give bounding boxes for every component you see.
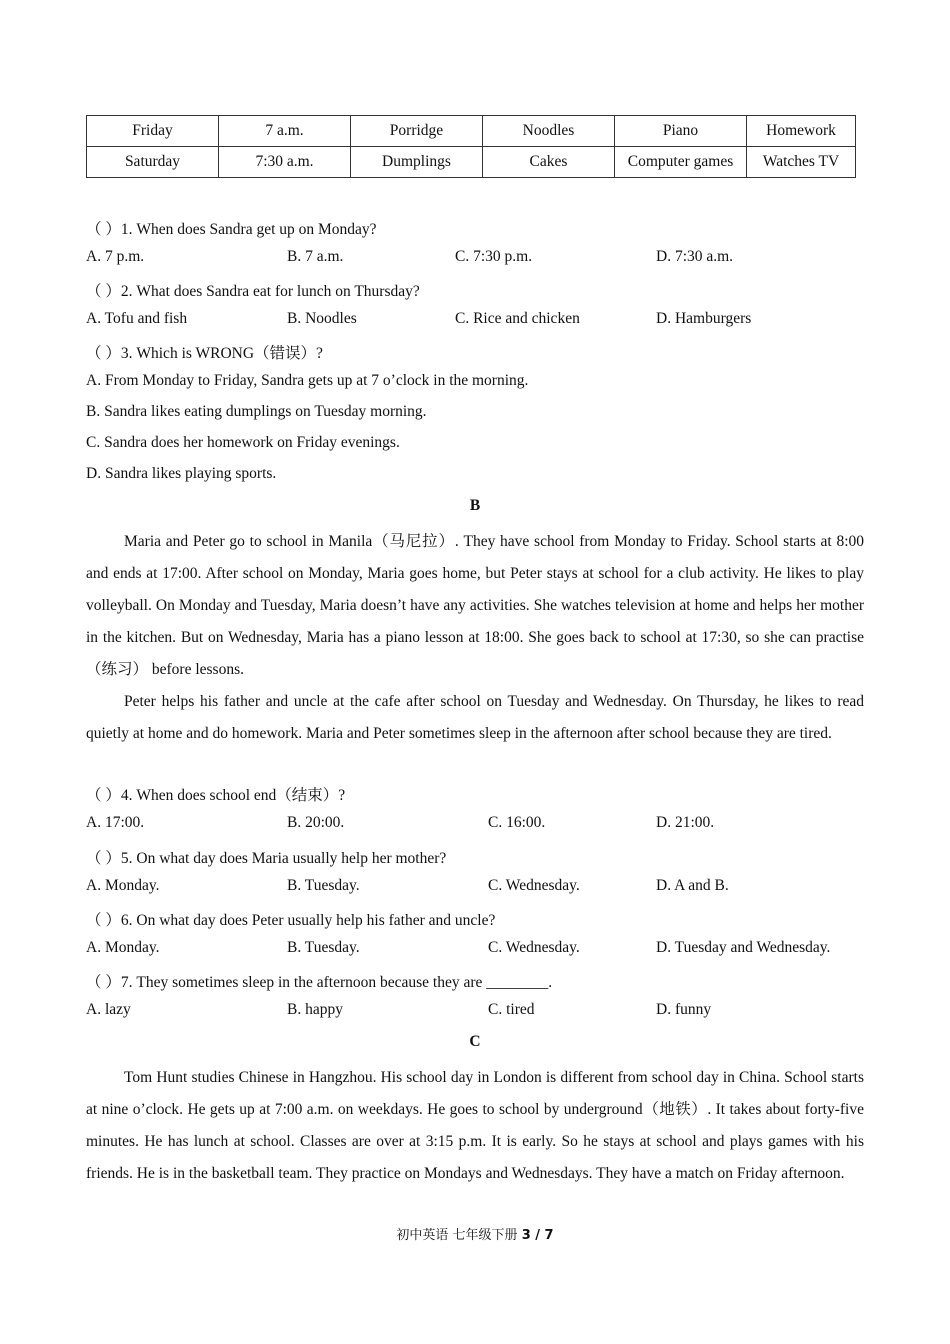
page-number: 3 / 7	[521, 1228, 554, 1243]
option-b: B. Tuesday.	[287, 939, 360, 956]
option-d: D. 21:00.	[656, 814, 715, 831]
passage-b-paragraph-1: Maria and Peter go to school in Manila（马尼拉）. They have school from Monday to Friday. School starts at 8:00 and ends at 17:00. After school on Monday, Maria goes home, but Peter stays at school for a club activity. He likes to play volleyball. On Monday and Tuesday, Maria doesn’t have any activities. She watches television at home and helps her mother in the kitchen. But on Wednesday, Maria has a piano lesson at 18:00. She goes back to school at 17:30, so she can practise（练习） before lessons.	[86, 533, 864, 678]
table-cell: Computer games	[615, 147, 747, 178]
table-cell: Saturday	[87, 147, 219, 178]
option-a: A. Monday.	[86, 939, 160, 956]
option-d: D. 7:30 a.m.	[656, 248, 734, 265]
option-c: C. 7:30 p.m.	[455, 248, 533, 265]
question-5: （ ）5. On what day does Maria usually help her mother?	[86, 850, 447, 867]
option-c: C. 16:00.	[488, 814, 546, 831]
table-cell: Watches TV	[747, 147, 856, 178]
option-b: B. 20:00.	[287, 814, 345, 831]
table-row	[87, 147, 856, 178]
schedule-table	[86, 115, 856, 178]
option-c: C. Wednesday.	[488, 877, 580, 894]
question-7: （ ）7. They sometimes sleep in the afternoon because they are ________.	[86, 974, 553, 991]
question-1: （ ）1. When does Sandra get up on Monday?	[86, 221, 377, 238]
option-c: C. Sandra does her homework on Friday evenings.	[86, 434, 400, 451]
option-c: C. tired	[488, 1001, 535, 1018]
option-b: B. Sandra likes eating dumplings on Tuesday morning.	[86, 403, 427, 420]
table-cell: 7:30 a.m.	[219, 147, 351, 178]
option-d: D. Tuesday and Wednesday.	[656, 939, 831, 956]
question-4: （ ）4. When does school end（结束）?	[86, 787, 346, 804]
option-a: A. lazy	[86, 1001, 131, 1018]
option-a: A. Monday.	[86, 877, 160, 894]
table-cell: Noodles	[483, 116, 615, 147]
option-b: B. happy	[287, 1001, 343, 1018]
question-3: （ ）3. Which is WRONG（错误）?	[86, 345, 323, 362]
option-c: C. Rice and chicken	[455, 310, 580, 327]
table-row	[87, 116, 856, 147]
table-cell: Porridge	[351, 116, 483, 147]
option-a: A. 17:00.	[86, 814, 145, 831]
table-cell: Cakes	[483, 147, 615, 178]
section-heading-b: B	[469, 497, 481, 514]
option-a: A. From Monday to Friday, Sandra gets up at 7 o’clock in the morning.	[86, 372, 529, 389]
passage-c-paragraph: Tom Hunt studies Chinese in Hangzhou. His school day in London is different from school day in China. School starts at nine o’clock. He gets up at 7:00 a.m. on weekdays. He goes to school by underground（地铁）. It takes about forty-five minutes. He has lunch at school. Classes are over at 3:15 p.m. It is early. So he stays at school and plays games with his friends. He is in the basketball team. They practice on Mondays and Wednesdays. They have a match on Friday afternoon.	[86, 1069, 864, 1182]
option-d: D. funny	[656, 1001, 712, 1018]
footer-text: 初中英语 七年级下册	[396, 1228, 522, 1243]
table-cell: 7 a.m.	[219, 116, 351, 147]
option-b: B. Tuesday.	[287, 877, 360, 894]
page-footer	[0, 1224, 950, 1243]
table-cell: Dumplings	[351, 147, 483, 178]
option-d: D. A and B.	[656, 877, 729, 894]
option-a: A. Tofu and fish	[86, 310, 188, 327]
question-2: （ ）2. What does Sandra eat for lunch on Thursday?	[86, 283, 420, 300]
section-heading-c: C	[469, 1033, 481, 1050]
table-cell: Homework	[747, 116, 856, 147]
option-a: A. 7 p.m.	[86, 248, 145, 265]
passage-b-paragraph-2: Peter helps his father and uncle at the cafe after school on Tuesday and Wednesday. On Thursday, he likes to read quietly at home and do homework. Maria and Peter sometimes sleep in the afternoon after school because they are tired.	[86, 693, 864, 742]
question-6: （ ）6. On what day does Peter usually help his father and uncle?	[86, 912, 496, 929]
option-d: D. Sandra likes playing sports.	[86, 465, 277, 482]
option-b: B. 7 a.m.	[287, 248, 344, 265]
option-c: C. Wednesday.	[488, 939, 580, 956]
option-d: D. Hamburgers	[656, 310, 752, 327]
table-cell: Friday	[87, 116, 219, 147]
option-b: B. Noodles	[287, 310, 357, 327]
table-cell: Piano	[615, 116, 747, 147]
